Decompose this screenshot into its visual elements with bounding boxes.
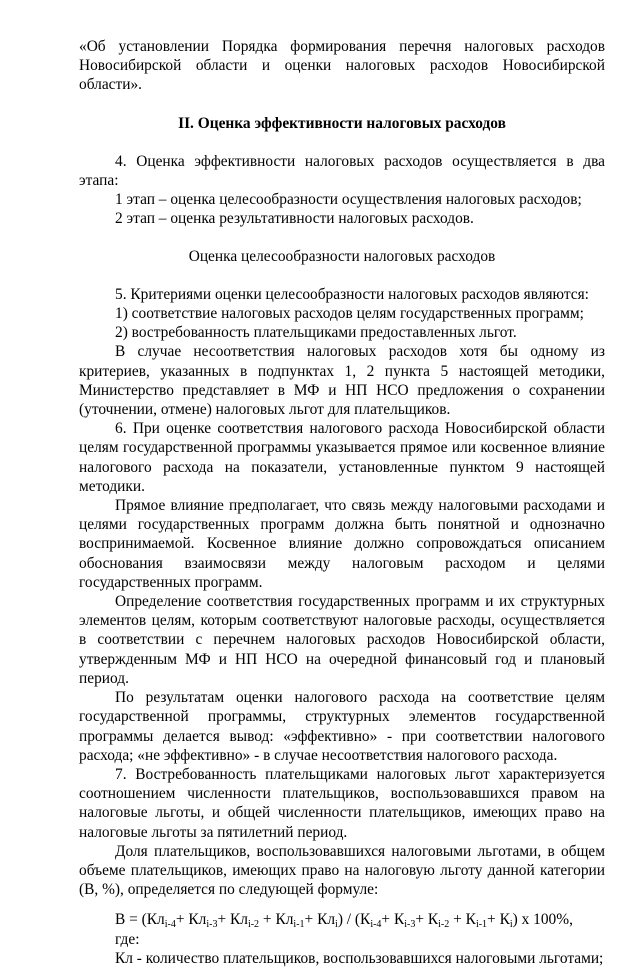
p4-line-2: 1 этап – оценка целесообразности осуществления налоговых расходов;: [115, 191, 582, 209]
p5-line-3: 2) востребованность плательщиками предоставленных льгот.: [115, 324, 517, 342]
section-heading: II. Оценка эффективности налоговых расходов: [178, 114, 506, 132]
p6-definition: Определение соответствия государственных программ и их структурных элементов целям, которым соответствуют налоговые расходы, осуществляется в соответствии с перечнем налоговых расходов Новосибирской области, утвержденным МФ и НП НСО на очередной финансовый год и плановый период.: [79, 593, 605, 687]
document-page: [79, 37, 605, 968]
p4-line-1: 4. Оценка эффективности налоговых расходов осуществляется в два этапа:: [79, 152, 605, 190]
definition-kl: Кл - количество плательщиков, воспользовавшихся налоговыми льготами;: [115, 949, 604, 967]
intro-line-2: Новосибирской области и оценки налоговых расходов Новосибирской области».: [79, 57, 605, 94]
p4-line-3: 2 этап – оценка результативности налоговых расходов.: [115, 210, 474, 228]
p5-paragraph: В случае несоответствия налоговых расходов хотя бы одному из критериев, указанных в подпунктах 1, 2 пункта 5 настоящей методики, Министерство представляет в МФ и НП НСО предложения о сохранении (уточнении, отмене) налоговых льгот для плательщиков.: [79, 343, 605, 419]
formula-where: где:: [115, 930, 140, 948]
formula: $В = (Кл_{i-4}+ Кл_{i-3}+ Кл_{i-2} + Кл_{i-1}+ Кл_i) / (К_{i-4}+ К_{i-3}+ К_{i-2} + К_{i-1}+ К_i)$ х 100%,: [115, 911, 573, 931]
p5-line-2: 1) соответствие налоговых расходов целям государственных программ;: [115, 305, 584, 323]
p6-results: По результатам оценки налогового расхода на соответствие целям государственной программы, структурных элементов государственной программы делается вывод: «эффективно» - при соответствии налогового расхода; «не эффективно» - в случае несоответствия налогового расхода.: [79, 689, 605, 764]
subheading: Оценка целесообразности налоговых расходов: [188, 247, 496, 265]
p5-line-1: 5. Критериями оценки целесообразности налоговых расходов являются:: [115, 285, 589, 303]
p6-direct-influence: Прямое влияние предполагает, что связь между налоговыми расходами и целями государственных программ должна быть понятной и однозначно воспринимаемой. Косвенное влияние должно сопровождаться описанием обоснования взаимосвязи между налоговым расходом и целями государственных программ.: [79, 497, 605, 591]
p7-share: Доля плательщиков, воспользовавшихся налоговыми льготами, в общем объеме плательщиков, имеющих право на налоговую льготу данной категории (В, %), определяется по следующей формуле:: [79, 842, 605, 899]
p7-paragraph: 7. Востребованность плательщиками налоговых льгот характеризуется соотношением численности плательщиков, воспользовавшихся правом на налоговые льготы, и общей численности плательщиков, имеющих право на налоговые льготы за пятилетний период.: [79, 765, 605, 841]
p6-paragraph: 6. При оценке соответствия налогового расхода Новосибирской области целям государственной программы указывается прямое или косвенное влияние налогового расхода на показатели, установленные пунктом 9 настоящей методики.: [79, 420, 605, 495]
intro-line-1: «Об установлении Порядка формирования перечня налоговых расходов: [79, 38, 605, 55]
